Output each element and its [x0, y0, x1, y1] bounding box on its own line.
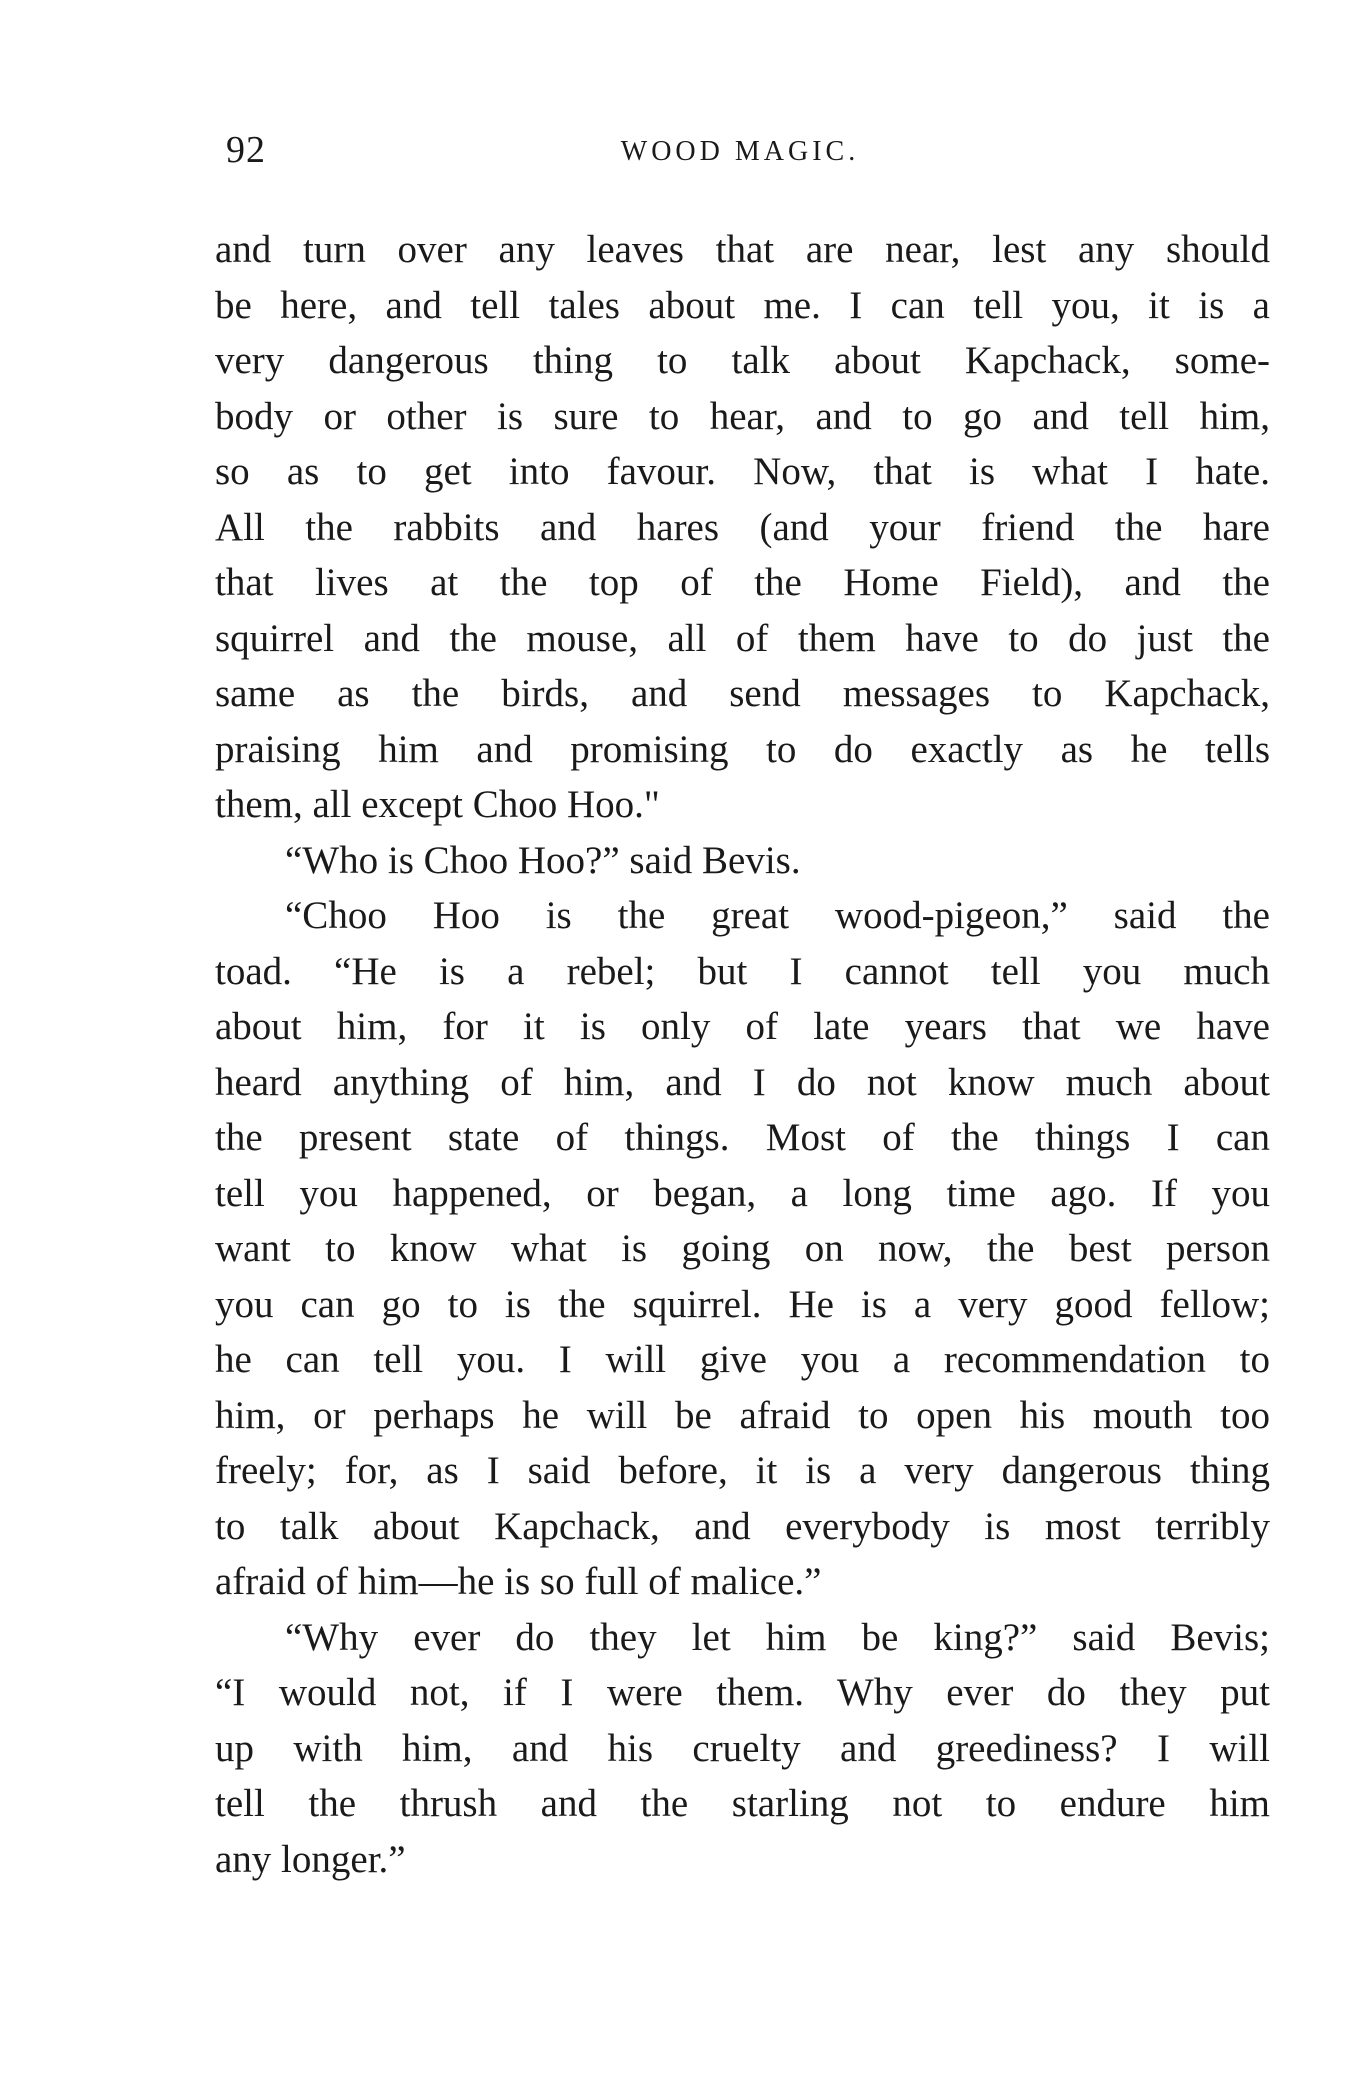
text-line: toad. “He is a rebel; but I cannot tell you much: [215, 949, 1270, 993]
text-line: him, or perhaps he will be afraid to open his mouth too: [215, 1393, 1270, 1437]
text-line: very dangerous thing to talk about Kapchack, some-: [215, 339, 1270, 382]
text-line: any longer.”: [215, 1837, 406, 1881]
page-header: [220, 128, 1260, 188]
body-text: [215, 222, 1270, 1887]
text-line: “Why ever do they let him be king?” said Bevis;: [285, 1615, 1270, 1659]
text-line: “Who is Choo Hoo?” said Bevis.: [285, 838, 801, 882]
text-line: body or other is sure to hear, and to go and tell him,: [215, 394, 1270, 438]
text-line: up with him, and his cruelty and greediness? I will: [215, 1726, 1270, 1770]
text-line: “Choo Hoo is the great wood-pigeon,” said the: [285, 894, 1270, 937]
text-line: be here, and tell tales about me. I can tell you, it is a: [215, 283, 1270, 327]
text-line: want to know what is going on now, the best person: [215, 1227, 1270, 1270]
text-line: squirrel and the mouse, all of them have to do just the: [215, 616, 1270, 660]
text-line: “I would not, if I were them. Why ever do they put: [215, 1671, 1270, 1714]
text-line: so as to get into favour. Now, that is what I hate.: [215, 450, 1270, 493]
text-line: them, all except Choo Hoo.": [215, 783, 660, 826]
text-line: he can tell you. I will give you a recommendation to: [215, 1338, 1270, 1381]
running-title: WOOD MAGIC.: [620, 136, 860, 167]
text-line: tell you happened, or began, a long time ago. If you: [215, 1171, 1270, 1215]
text-line: that lives at the top of the Home Field), and the: [215, 561, 1270, 604]
text-line: praising him and promising to do exactly as he tells: [215, 727, 1270, 771]
text-line: the present state of things. Most of the things I can: [215, 1116, 1270, 1159]
text-line: freely; for, as I said before, it is a very dangerous thing: [215, 1449, 1270, 1492]
text-line: afraid of him—he is so full of malice.”: [215, 1560, 822, 1603]
text-line: tell the thrush and the starling not to endure him: [215, 1782, 1270, 1825]
text-line: to talk about Kapchack, and everybody is most terribly: [215, 1504, 1270, 1548]
text-line: same as the birds, and send messages to Kapchack,: [215, 672, 1270, 715]
text-line: heard anything of him, and I do not know much about: [215, 1060, 1270, 1104]
page-number: 92: [226, 129, 266, 171]
text-line: about him, for it is only of late years that we have: [215, 1005, 1270, 1048]
text-line: and turn over any leaves that are near, lest any should: [215, 228, 1270, 271]
text-line: All the rabbits and hares (and your friend the hare: [215, 505, 1270, 549]
text-line: you can go to is the squirrel. He is a very good fellow;: [215, 1282, 1270, 1326]
